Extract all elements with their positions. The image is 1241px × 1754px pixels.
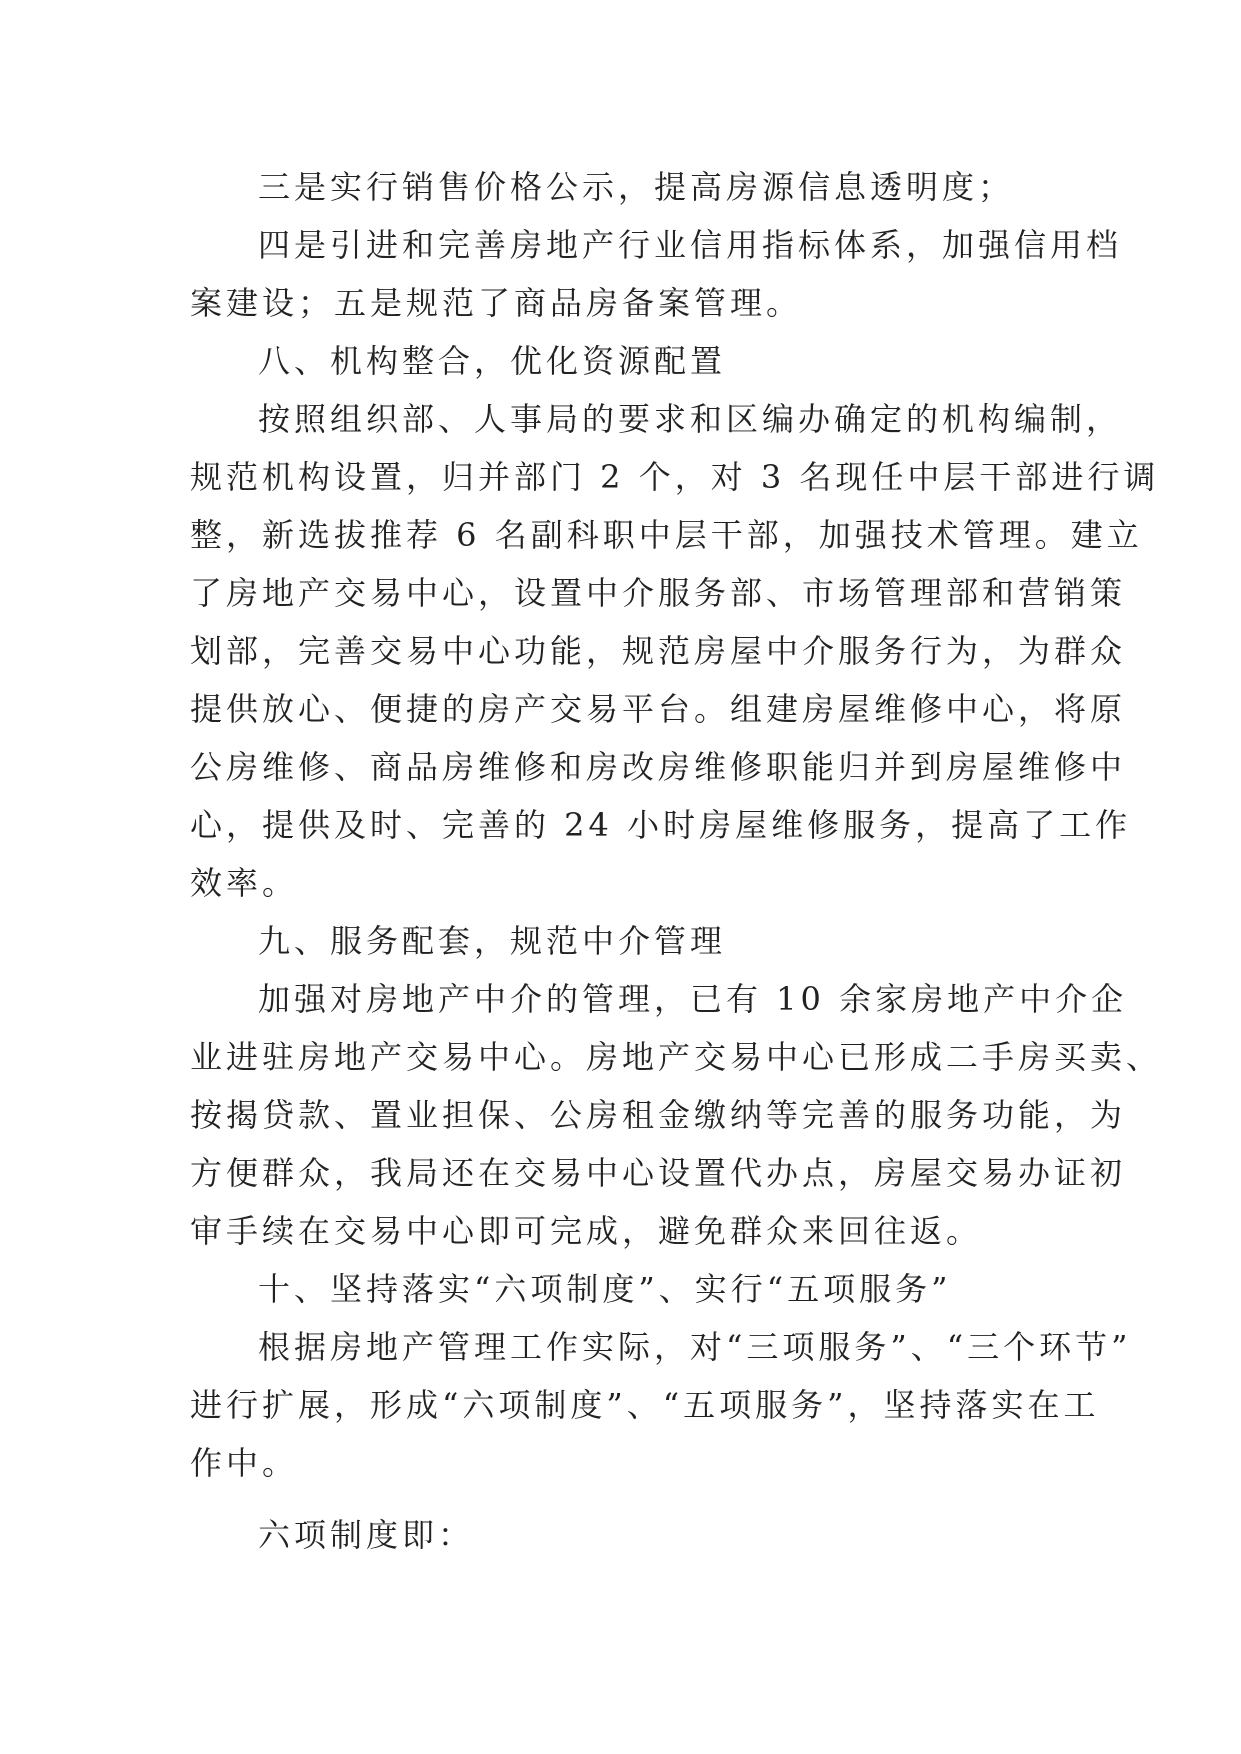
paragraph-line: 按照组织部、人事局的要求和区编办确定的机构编制， (258, 400, 1123, 438)
paragraph-line: 按揭贷款、置业担保、公房租金缴纳等完善的服务功能，为 (190, 1096, 1127, 1134)
paragraph-line: 划部，完善交易中心功能，规范房屋中介服务行为，为群众 (190, 632, 1127, 670)
paragraph-line: 方便群众，我局还在交易中心设置代办点，房屋交易办证初 (190, 1154, 1127, 1192)
paragraph-line: 提供放心、便捷的房产交易平台。组建房屋维修中心，将原 (190, 690, 1127, 728)
paragraph-line: 进行扩展，形成“六项制度”、“五项服务”，坚持落实在工 (190, 1386, 1100, 1424)
paragraph-line: 六项制度即： (258, 1516, 475, 1554)
paragraph-line: 业进驻房地产交易中心。房地产交易中心已形成二手房买卖、 (190, 1038, 1163, 1076)
section-heading-8: 八、机构整合，优化资源配置 (258, 342, 727, 380)
paragraph-line: 根据房地产管理工作实际，对“三项服务”、“三个环节” (258, 1328, 1132, 1366)
paragraph-line: 规范机构设置，归并部门 2 个，对 3 名现任中层干部进行调 (190, 458, 1160, 496)
paragraph-line: 审手续在交易中心即可完成，避免群众来回往返。 (190, 1212, 983, 1250)
paragraph-line: 公房维修、商品房维修和房改房维修职能归并到房屋维修中 (190, 748, 1127, 786)
section-heading-10: 十、坚持落实“六项制度”、实行“五项服务” (258, 1270, 952, 1308)
paragraph-line: 三是实行销售价格公示，提高房源信息透明度； (258, 168, 1015, 206)
paragraph-line: 案建设；五是规范了商品房备案管理。 (190, 284, 803, 322)
paragraph-line: 整，新选拔推荐 6 名副科职中层干部，加强技术管理。建立 (190, 516, 1143, 554)
paragraph-line: 加强对房地产中介的管理，已有 10 余家房地产中介企 (258, 980, 1128, 1018)
paragraph-line: 四是引进和完善房地产行业信用指标体系，加强信用档 (258, 226, 1123, 264)
document-body (190, 158, 1163, 1564)
section-heading-9: 九、服务配套，规范中介管理 (258, 922, 727, 960)
paragraph-line: 效率。 (190, 864, 299, 902)
paragraph-line: 作中。 (190, 1444, 299, 1482)
paragraph-line: 了房地产交易中心，设置中介服务部、市场管理部和营销策 (190, 574, 1127, 612)
paragraph-line: 心，提供及时、完善的 24 小时房屋维修服务，提高了工作 (190, 806, 1132, 844)
